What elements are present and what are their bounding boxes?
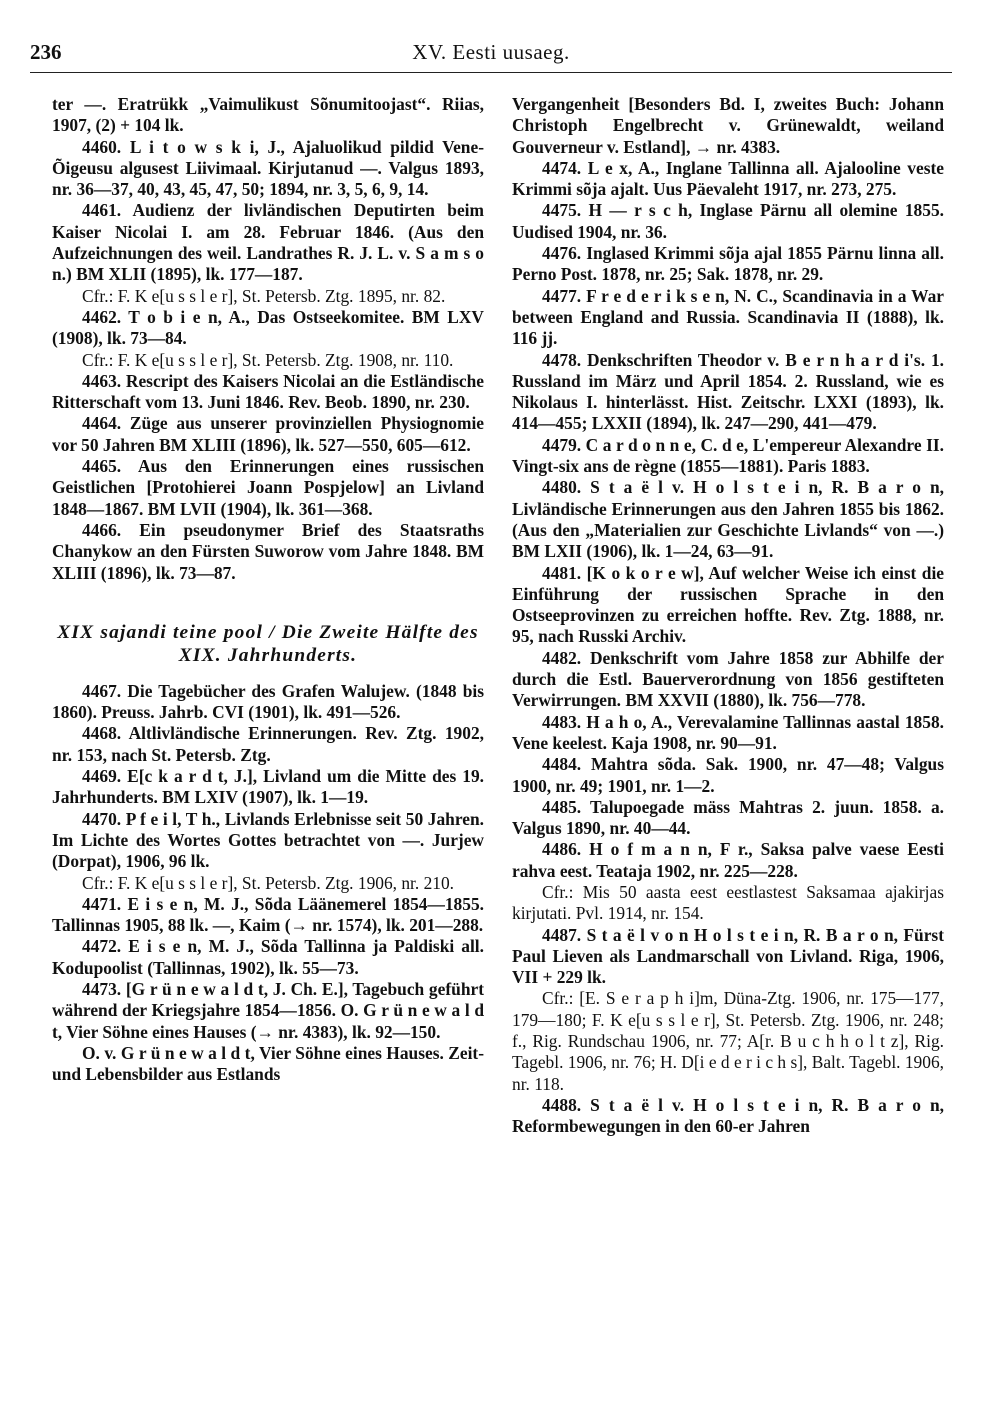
bibliography-entry: 4479. C a r d o n n e, C. d e, L'empereur Alexandre II. Vingt-six ans de règne (1855—1881). Paris 1883. [512, 434, 944, 477]
bibliography-entry: O. v. G r ü n e w a l d t, Vier Söhne eines Hauses. Zeit- und Lebensbilder aus Estlands [52, 1042, 484, 1085]
cfr-note: Cfr.: F. K e[u s s l e r], St. Petersb. Ztg. 1895, nr. 82. [82, 285, 446, 306]
left-column [52, 94, 484, 1085]
right-column [512, 94, 944, 1138]
bibliography-entry: 4468. Altlivländische Erinnerungen. Rev. Ztg. 1902, nr. 153, nach St. Petersb. Ztg. [52, 723, 484, 765]
bibliography-entry: ter —. Eratrükk „Vaimulikust Sõnumitoojast“. Riias, 1907, (2) + 104 lk. [52, 94, 484, 136]
cfr-note: Cfr.: F. K e[u s s l e r], St. Petersb. Ztg. 1908, nr. 110. [82, 349, 454, 370]
running-title: XV. Eesti uusaeg. [412, 40, 570, 64]
bibliography-entry: 4477. F r e d e r i k s e n, N. C., Scandinavia in a War between England and Russia. Scandinavia II (1888), lk. 116 jj. [512, 285, 944, 349]
bibliography-entry: 4482. Denkschrift vom Jahre 1858 zur Abhilfe der durch die Estl. Bauerverordnung von 1856 gestifteten Verwirrungen. BM XXVII (1880), lk. 756—778. [512, 647, 944, 711]
bibliography-entry: 4467. Die Tagebücher des Grafen Walujew. (1848 bis 1860). Preuss. Jahrb. CVI (1901), lk. 491—526. [52, 680, 484, 723]
bibliography-entry: 4475. H — r s c h, Inglase Pärnu all olemine 1855. Uudised 1904, nr. 36. [512, 200, 944, 242]
bibliography-entry: 4463. Rescript des Kaisers Nicolai an die Estländische Ritterschaft vom 13. Juni 1846. Rev. Beob. 1890, nr. 230. [52, 370, 484, 413]
bibliography-entry: 4476. Inglased Krimmi sõja ajal 1855 Pärnu linna all. Perno Post. 1878, nr. 25; Sak. 1878, nr. 29. [512, 243, 944, 285]
bibliography-entry: 4466. Ein pseudonymer Brief des Staatsraths Chanykow an den Fürsten Suworow vom Jahre 1848. BM XLIII (1896), lk. 73—87. [52, 519, 484, 583]
cfr-note: Cfr.: F. K e[u s s l e r], St. Petersb. Ztg. 1906, nr. 210. [82, 872, 455, 893]
bibliography-entry: 4471. E i s e n, M. J., Sõda Läänemerel 1854—1855. Tallinnas 1905, 88 lk. —, Kaim (→ nr. 1574), lk. 201—288. [52, 893, 484, 936]
bibliography-entry: 4480. S t a ë l v. H o l s t e i n, R. B a r o n, Livländische Erinnerungen aus den Jahren 1855 bis 1862. (Aus den „Materialien zur Geschichte Livlands“ von —.) BM LXII (1906), lk. 1—24, 63—91. [512, 477, 944, 562]
bibliography-entry: 4472. E i s e n, M. J., Sõda Tallinna ja Paldiski all. Kodupoolist (Tallinnas, 1902), lk. 55—73. [52, 936, 484, 978]
bibliography-entry: 4484. Mahtra sõda. Sak. 1900, nr. 47—48; Valgus 1900, nr. 49; 1901, nr. 1—2. [512, 754, 944, 796]
left-entries-after-heading [52, 681, 484, 1086]
cfr-note: Cfr.: Mis 50 aasta eest eestlastest Saksamaa ajakirjas kirjutati. Pvl. 1914, nr. 154. [512, 881, 944, 924]
bibliography-entry: 4469. E[c k a r d t, J.], Livland um die Mitte des 19. Jahrhunderts. BM LXIV (1907), lk. 1—19. [52, 766, 484, 808]
bibliography-entry: 4470. P f e i l, T h., Livlands Erlebnisse seit 50 Jahren. Im Lichte des Wortes Gottes betrachtet von —. Jurjew (Dorpat), 1906, 96 lk. [52, 808, 484, 872]
bibliography-entry: 4486. H o f m a n n, F r., Saksa palve vaese Eesti rahva eest. Teataja 1902, nr. 225—228. [512, 839, 944, 881]
bibliography-entry: 4483. H a h o, A., Verevalamine Tallinnas aastal 1858. Vene keelest. Kaja 1908, nr. 90—91. [512, 711, 944, 753]
cfr-note: Cfr.: [E. S e r a p h i]m, Düna-Ztg. 1906, nr. 175—177, 179—180; F. K e[u s s l e r], St. Petersb. Ztg. 1906, nr. 248; f., Rig. Rundschau 1906, nr. 77; A[r. B u c h h o l t z], Rig. Tagebl. 1906, nr. 76; H. D[i e d e r i c h s], Balt. Tagebl. 1906, nr. 118. [512, 988, 944, 1094]
bibliography-entry: 4478. Denkschriften Theodor v. B e r n h a r d i's. 1. Russland im März und April 1854. 2. Russland, wie es Nikolaus I. hinterlässt. Hist. Zeitschr. LXXI (1893), lk. 414—455; LXXII (1894), lk. 247—290, 441—479. [512, 349, 944, 434]
bibliography-entry: 4485. Talupoegade mäss Mahtras 2. juun. 1858. a. Valgus 1890, nr. 40—44. [512, 796, 944, 839]
bibliography-entry: 4464. Züge aus unserer provinziellen Physiognomie vor 50 Jahren BM XLIII (1896), lk. 527—550, 605—612. [52, 413, 484, 455]
page-header [30, 36, 952, 66]
page-number: 236 [30, 40, 62, 64]
bibliography-entry: 4465. Aus den Erinnerungen eines russischen Geistlichen [Protohierei Joann Pospjelow] an Livland 1848—1867. BM LVII (1904), lk. 361—368. [52, 456, 484, 519]
bibliography-entry: 4462. T o b i e n, A., Das Ostseekomitee. BM LXV (1908), lk. 73—84. [52, 306, 484, 349]
bibliography-entry: Vergangenheit [Besonders Bd. I, zweites Buch: Johann Christoph Engelbrecht v. Grünewaldt, weiland Gouverneur v. Estland], → nr. 4383. [512, 94, 944, 157]
bibliography-entry: 4481. [K o k o r e w], Auf welcher Weise ich einst die Einführung der russischen Sprache in den Ostseeprovinzen zu erreichen hoffte. Rev. Ztg. 1888, nr. 95, nach Russki Archiv. [512, 562, 944, 647]
bibliography-entry: 4474. L e x, A., Inglane Tallinna all. Ajalooline veste Krimmi sõja ajalt. Uus Päevaleht 1917, nr. 273, 275. [512, 157, 944, 200]
bibliography-entry: 4460. L i t o w s k i, J., Ajaluolikud pildid Vene-Õigeusu algusest Liivimaal. Kirjutanud —. Valgus 1893, nr. 36—37, 40, 43, 45, 47, 50; 1894, nr. 3, 5, 6, 9, 14. [52, 136, 484, 200]
bibliography-entry: 4488. S t a ë l v. H o l s t e i n, R. B a r o n, Reformbewegungen in den 60-er Jahren [512, 1094, 944, 1137]
left-entries-before-heading [52, 94, 484, 584]
bibliography-entry: 4461. Audienz der livländischen Deputirten beim Kaiser Nicolai I. am 28. Februar 1846. (Aus den Aufzeichnungen des weil. Landrathes R. J. L. v. S a m s o n.) BM XLII (1895), lk. 177—187. [52, 200, 484, 285]
bibliography-entry: 4487. S t a ë l v o n H o l s t e i n, R. B a r o n, Fürst Paul Lieven als Landmarschall von Livland. Riga, 1906, VII + 229 lk. [512, 924, 944, 988]
right-entries [512, 94, 944, 1138]
bibliography-entry: 4473. [G r ü n e w a l d t, J. Ch. E.], Tagebuch geführt während der Kriegsjahre 1854—1856. O. G r ü n e w a l d t, Vier Söhne eines Hauses (→ nr. 4383), lk. 92—150. [52, 978, 484, 1042]
section-heading: XIX sajandi teine pool / Die Zweite Hälfte des XIX. Jahrhunderts. [57, 621, 479, 666]
header-rule [30, 72, 952, 73]
